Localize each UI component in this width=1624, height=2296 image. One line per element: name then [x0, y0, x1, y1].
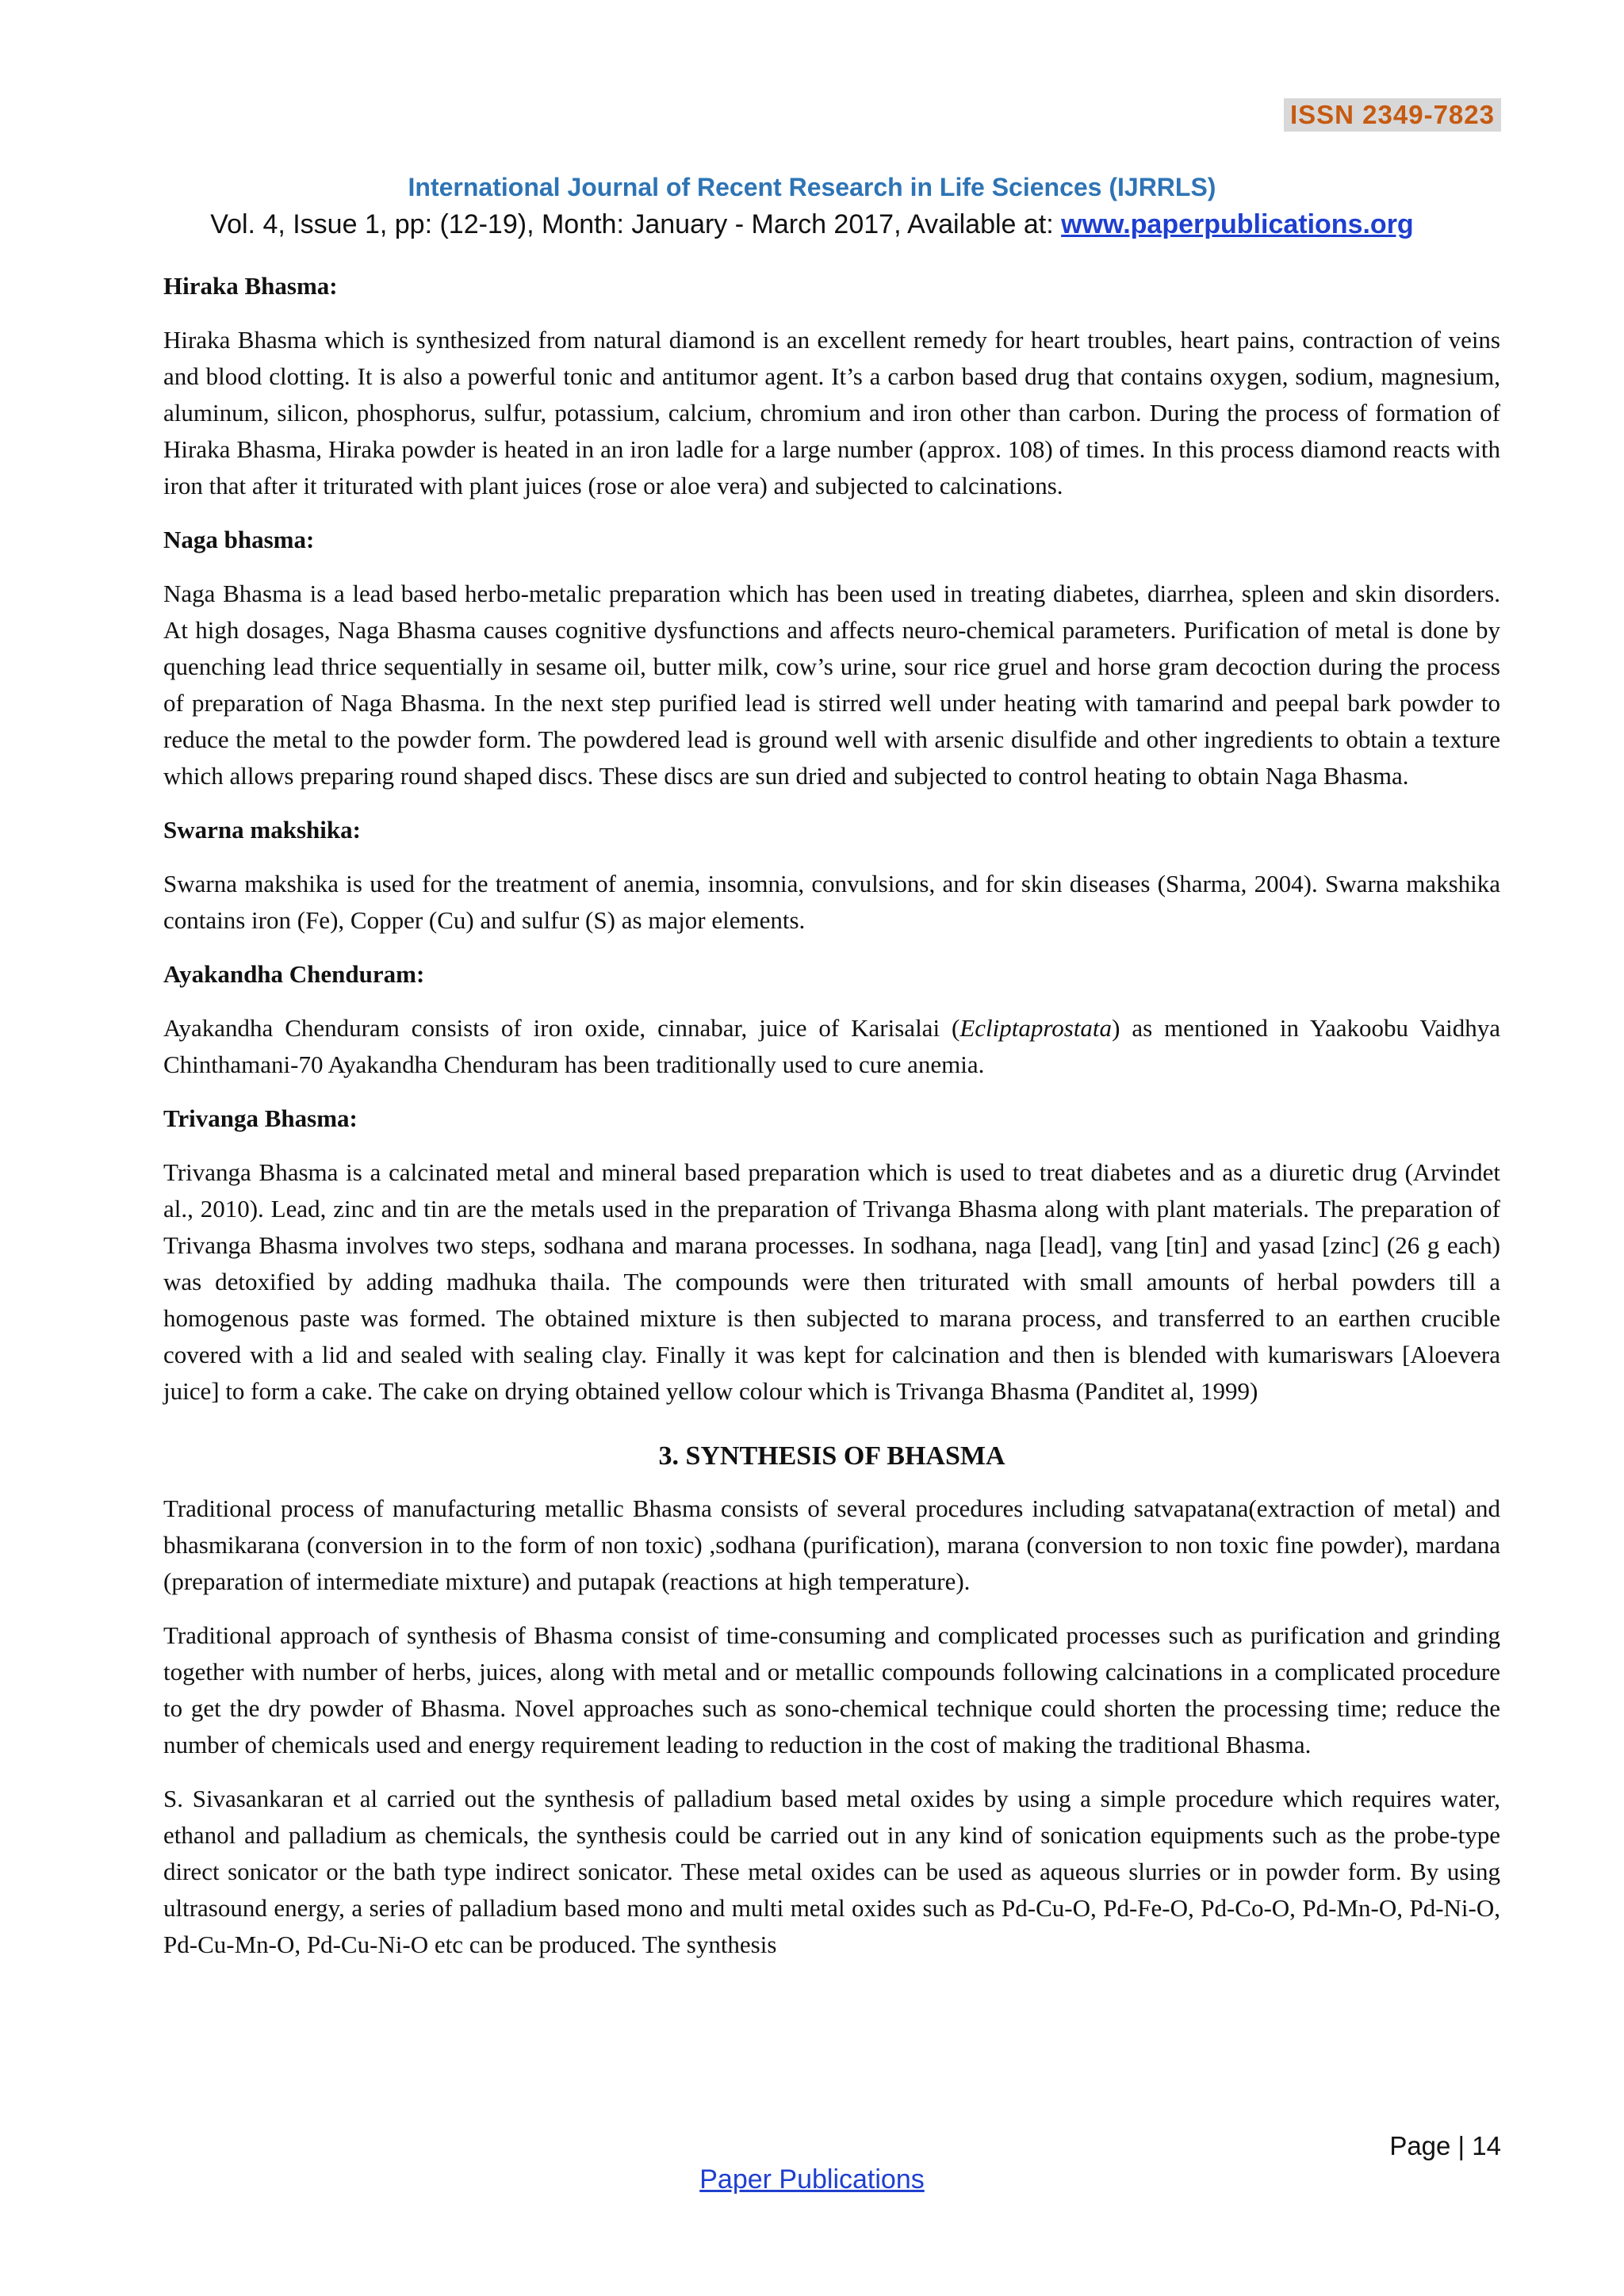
paragraph-hiraka: Hiraka Bhasma which is synthesized from natural diamond is an excellent remedy for heart troubles, heart pains, contraction of veins and blood clotting. It is also a powerful tonic and antitumor agent. It’s a carbon based drug that contains oxygen, sodium, magnesium, aluminum, silicon, phosphorus, sulfur, potassium, calcium, chromium and iron other than carbon. During the process of formation of Hiraka Bhasma, Hiraka powder is heated in an iron ladle for a large number (approx. 108) of times. In this process diamond reacts with iron that after it triturated with plant juices (rose or aloe vera) and subjected to calcinations. [163, 326, 1500, 499]
paragraph-trivanga: Trivanga Bhasma is a calcinated metal and mineral based preparation which is used to treat diabetes and as a diuretic drug (Arvindet al., 2010). Lead, zinc and tin are the metals used in the preparation of Trivanga Bhasma along with plant materials. The preparation of Trivanga Bhasma involves two steps, sodhana and marana processes. In sodhana, naga [lead], vang [tin] and yasad [zinc] (26 g each) was detoxified by adding madhuka thaila. The compounds were then triturated with small amounts of herbal powders till a homogenous paste was formed. The obtained mixture is then subjected to marana process, and transferred to an earthen crucible covered with a lid and sealed with sealing clay. Finally it was kept for calcination and then is blended with kumariswars [Aloevera juice] to form a cake. The cake on drying obtained yellow colour which is Trivanga Bhasma (Panditet al, 1999) [163, 1158, 1500, 1405]
paragraph-synthesis-1: Traditional process of manufacturing metallic Bhasma consists of several procedures including satvapatana(extraction of metal) and bhasmikarana (conversion in to the form of non toxic) ,sodhana (purification), marana (conversion to non toxic fine powder), mardana (preparation of intermediate mixture) and putapak (reactions at high temperature). [163, 1494, 1500, 1595]
paragraph-synthesis-3: S. Sivasankaran et al carried out the synthesis of palladium based metal oxides by using a simple procedure which requires water, ethanol and palladium as chemicals, the synthesis could be carried out in any kind of sonication equipments such as the probe-type direct sonicator or the bath type indirect sonicator. These metal oxides can be used as aqueous slurries or in powder form. By using ultrasound energy, a series of palladium based mono and multi metal oxides such as Pd-Cu-O, Pd-Fe-O, Pd-Co-O, Pd-Mn-O, Pd-Ni-O, Pd-Cu-Mn-O, Pd-Cu-Ni-O etc can be produced. The synthesis [163, 1785, 1500, 1958]
paragraph-swarna: Swarna makshika is used for the treatment of anemia, insomnia, convulsions, and for skin diseases (Sharma, 2004). Swarna makshika contains iron (Fe), Copper (Cu) and sulfur (S) as major elements. [163, 870, 1500, 934]
ayakandha-text-1: Ayakandha Chenduram consists of iron oxide, cinnabar, juice of Karisalai ( [163, 1014, 960, 1042]
ayakandha-text-2: ) as mentioned in Yaakoobu Vaidhya Chinthamani-70 Ayakandha Chenduram has been traditionally used to cure anemia. [163, 1014, 1500, 1078]
section-heading-swarna: Swarna makshika: [163, 816, 361, 844]
footer [0, 2164, 1624, 2195]
article-body [163, 268, 1500, 1980]
section-heading-naga: Naga bhasma: [163, 526, 315, 553]
section-title-synthesis: 3. SYNTHESIS OF BHASMA [658, 1441, 1005, 1471]
volume-info: Vol. 4, Issue 1, pp: (12-19), Month: January - March 2017, Available at: [210, 209, 1062, 239]
section-heading-ayakandha: Ayakandha Chenduram: [163, 960, 425, 988]
ayakandha-species-name: Ecliptaprostata [959, 1014, 1113, 1042]
journal-website-link[interactable]: www.paperpublications.org [1061, 209, 1414, 239]
publisher-link[interactable]: Paper Publications [699, 2164, 925, 2195]
section-heading-trivanga: Trivanga Bhasma: [163, 1104, 358, 1132]
journal-title: International Journal of Recent Research in Life Sciences (IJRRLS) [408, 173, 1216, 201]
paragraph-ayakandha [163, 1010, 1500, 1083]
section-heading-hiraka: Hiraka Bhasma: [163, 272, 338, 300]
issn-badge: ISSN 2349-7823 [1284, 98, 1501, 132]
journal-volume-line [0, 209, 1624, 240]
page-number: Page | 14 [1389, 2131, 1501, 2160]
paragraph-naga: Naga Bhasma is a lead based herbo-metalic preparation which has been used in treating diabetes, diarrhea, spleen and skin disorders. At high dosages, Naga Bhasma causes cognitive dysfunctions and affects neuro-chemical parameters. Purification of metal is done by quenching lead thrice sequentially in sesame oil, butter milk, cow’s urine, sour rice gruel and horse gram decoction during the process of preparation of Naga Bhasma. In the next step purified lead is stirred well under heating with tamarind and peepal bark powder to reduce the metal to the powder form. The powdered lead is ground well with arsenic disulfide and other ingredients to obtain a texture which allows preparing round shaped discs. These discs are sun dried and subjected to control heating to obtain Naga Bhasma. [163, 580, 1500, 790]
paragraph-synthesis-2: Traditional approach of synthesis of Bhasma consist of time-consuming and complicated processes such as purification and grinding together with number of herbs, juices, along with metal and or metallic compounds following calcinations in a complicated procedure to get the dry powder of Bhasma. Novel approaches such as sono-chemical technique could shorten the processing time; reduce the number of chemicals used and energy requirement leading to reduction in the cost of making the traditional Bhasma. [163, 1621, 1500, 1758]
